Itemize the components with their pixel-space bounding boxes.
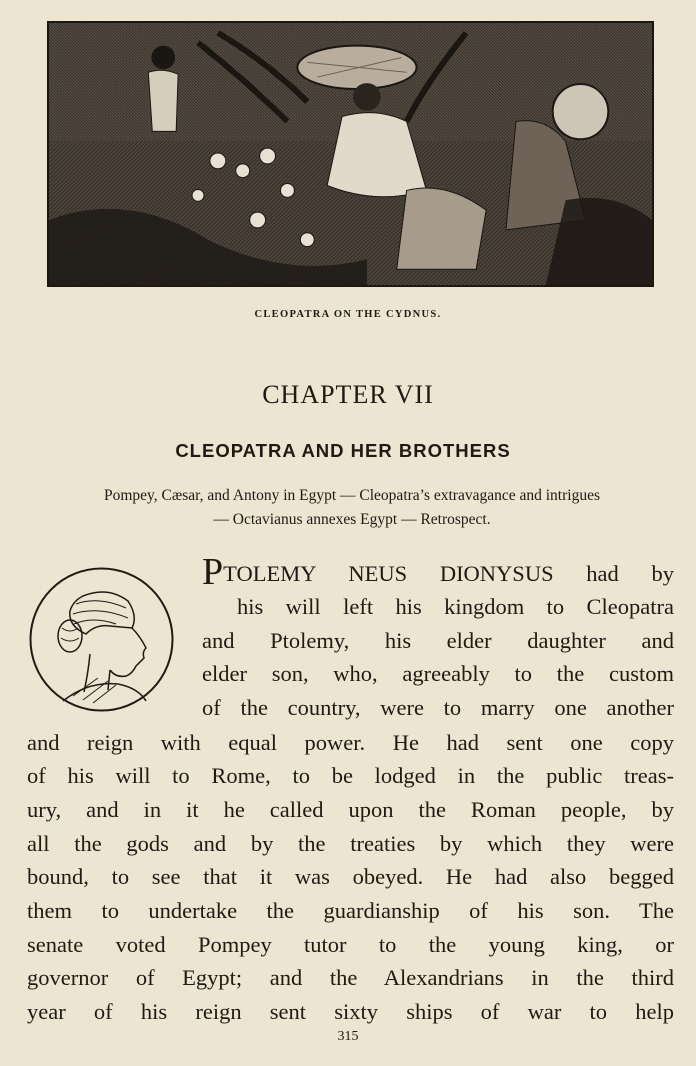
body-line: elder son, who, agreeably to the custom <box>202 661 674 686</box>
chapter-title: CLEOPATRA AND HER BROTHERS <box>175 440 511 461</box>
chapter-illustration <box>47 21 654 287</box>
body-line: year of his reign sent sixty ships of war to help <box>27 999 674 1024</box>
cleopatra-coin-portrait <box>28 566 175 713</box>
body-line: of the country, were to marry one another <box>202 695 674 720</box>
body-line: governor of Egypt; and the Alexandrians in the third <box>27 965 674 990</box>
drop-cap: P <box>202 551 224 593</box>
body-line: of his will to Rome, to be lodged in the public treas- <box>27 763 674 788</box>
body-line: them to undertake the guardianship of his son. The <box>27 898 674 923</box>
engraving-image <box>49 23 652 285</box>
body-line: all the gods and by the treaties by which they were <box>27 831 674 856</box>
summary-line: Pompey, Cæsar, and Antony in Egypt — Cleopatra’s extravagance and intrigues <box>104 487 600 504</box>
chapter-heading: CHAPTER VII <box>262 380 434 409</box>
body-line: ury, and in it he called upon the Roman people, by <box>27 797 674 822</box>
body-line: and Ptolemy, his elder daughter and <box>202 628 674 653</box>
body-line: his will left his kingdom to Cleopatra <box>237 594 674 619</box>
body-line: bound, to see that it was obeyed. He had also begged <box>27 864 674 889</box>
body-line: senate voted Pompey tutor to the young king, or <box>27 932 674 957</box>
chapter-summary <box>27 484 677 532</box>
page-number: 315 <box>337 1029 359 1044</box>
body-line-first: PTOLEMY NEUS DIONYSUS had by <box>202 551 674 593</box>
illustration-caption: CLEOPATRA ON THE CYDNUS. <box>254 309 442 320</box>
body-line: and reign with equal power. He had sent one copy <box>27 730 674 755</box>
summary-line: — Octavianus annexes Egypt — Retrospect. <box>213 511 491 528</box>
